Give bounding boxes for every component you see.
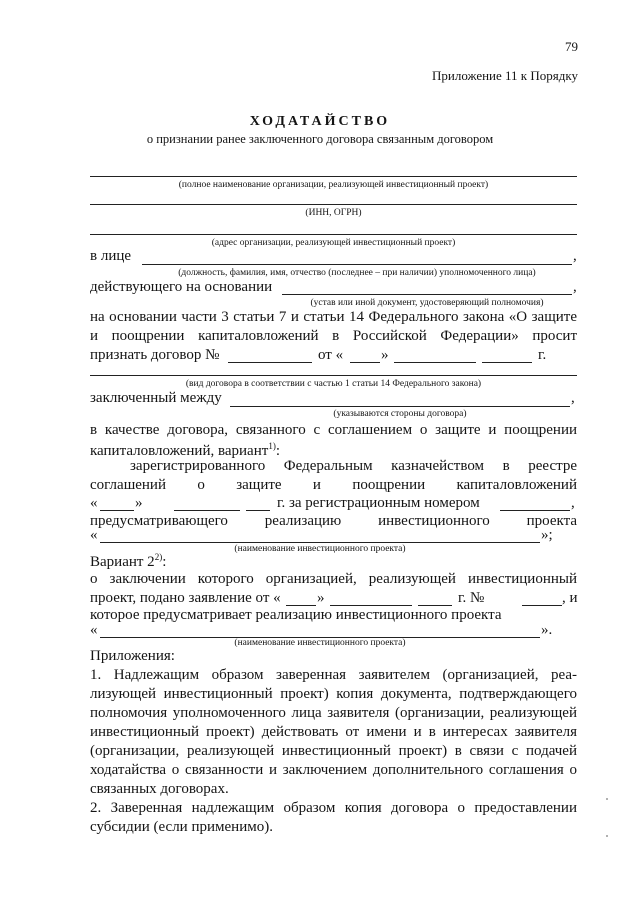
document-title: ХОДАТАЙСТВО <box>249 114 391 129</box>
attachment-1-line: инвестиционный проект) действовать от имени и в интересах заявителя <box>90 724 577 740</box>
org-name-caption: (полное наименование организации, реализующей инвестиционный проект) <box>178 180 489 190</box>
variant1-text-4: предусматривающего реализацию инвестиционного проекта <box>90 513 577 529</box>
variant2-project-caption: (наименование инвестиционного проекта) <box>234 638 406 648</box>
attachment-1-line: полномочия уполномоченного лица заявителя (организации, реализующей <box>90 705 577 721</box>
application-number-label: г. № <box>458 590 485 606</box>
contract-date-from: от « <box>318 347 344 363</box>
attachment-1-line: (организации, реализующей инвестиционный проект) в связи с подачей <box>90 743 577 759</box>
application-month-line[interactable] <box>330 605 412 606</box>
variant1-project-quote-open: « <box>90 527 98 543</box>
variant2-heading-text: Вариант 2 <box>90 554 155 570</box>
application-date-label: проект, подано заявление от « <box>90 590 281 606</box>
inn-ogrn-line[interactable] <box>90 204 577 205</box>
contract-type-line[interactable] <box>90 375 577 376</box>
acting-basis-comma: , <box>573 279 577 295</box>
attachments-heading: Приложения: <box>90 648 175 664</box>
attachment-1-line: связанных договорах. <box>90 781 229 797</box>
quality-text-1: в качестве договора, связанного с соглашением о защите и поощрении <box>90 422 577 438</box>
variant1-project-line[interactable] <box>100 542 540 543</box>
appendix-reference: Приложение 11 к Порядку <box>432 68 578 83</box>
in-person-label: в лице <box>90 248 132 264</box>
variant1-text-1: зарегистрированного Федеральным казначейством в реестре <box>130 458 577 474</box>
variant1-line-1 <box>130 458 577 475</box>
registration-year-line[interactable] <box>246 510 270 511</box>
attachment-1-line: 1. Надлежащим образом заверенная заявителем (организацией, реа- <box>90 667 577 683</box>
variant1-project-caption: (наименование инвестиционного проекта) <box>234 544 406 554</box>
application-day-line[interactable] <box>286 605 316 606</box>
legal-basis-line-2 <box>90 328 577 345</box>
contract-date-quote: » <box>381 347 389 363</box>
legal-basis-line-1 <box>90 309 577 326</box>
variant1-line-2 <box>90 477 577 494</box>
application-and: , и <box>562 590 578 606</box>
variant2-text-1: о заключении которого организацией, реализующей инвестиционный <box>90 571 577 587</box>
variant1-line-4 <box>90 513 577 530</box>
concluded-comma: , <box>571 390 575 406</box>
address-line[interactable] <box>90 234 577 235</box>
parties-caption: (указываются стороны договора) <box>333 409 467 419</box>
footnote-1-mark: 1) <box>268 441 276 451</box>
attachment-2-line: субсидии (если применимо). <box>90 819 273 835</box>
application-number-line[interactable] <box>522 605 562 606</box>
variant1-project-quote-close: »; <box>541 527 553 543</box>
variant1-text-2: соглашений о защите и поощрении капиталовложений <box>90 477 577 493</box>
variant2-project-quote-open: « <box>90 622 98 638</box>
contract-day-line[interactable] <box>350 362 380 363</box>
variant1-quote-open: « <box>90 495 98 511</box>
person-line[interactable] <box>142 264 572 265</box>
application-year-line[interactable] <box>418 605 452 606</box>
variant2-line-1 <box>90 571 577 588</box>
registration-comma: , <box>571 495 575 511</box>
application-date-quote: » <box>317 590 325 606</box>
concluded-between-label: заключенный между <box>90 390 222 406</box>
registration-number-line[interactable] <box>500 510 570 511</box>
scan-speck <box>606 798 608 800</box>
inn-ogrn-caption: (ИНН, ОГРН) <box>305 208 362 218</box>
registration-number-label: г. за регистрационным номером <box>277 495 480 511</box>
document-subtitle: о признании ранее заключенного договора связанным договором <box>146 132 494 146</box>
acting-basis-label: действующего на основании <box>90 279 273 295</box>
variant2-project-quote-close: ». <box>541 622 553 638</box>
attachment-2-line: 2. Заверенная надлежащим образом копия договора о предоставлении <box>90 800 577 816</box>
variant2-heading <box>90 552 166 571</box>
attachment-1-line: ходатайства о связанности и заключением дополнительного соглашения о <box>90 762 577 778</box>
quality-colon: : <box>275 443 280 459</box>
scan-speck <box>606 835 608 837</box>
org-name-line[interactable] <box>90 176 577 177</box>
in-person-comma: , <box>573 248 577 264</box>
page-number: 79 <box>565 39 578 54</box>
quality-line-1 <box>90 422 577 439</box>
legal-basis-text-1: на основании части 3 статьи 7 и статьи 14 Федерального закона «О защите <box>90 309 577 325</box>
quality-text-2: капиталовложений, вариант <box>90 443 269 459</box>
attachment-1-line: лизующей инвестиционный проект) копия документа, подтверждающего <box>90 686 577 702</box>
contract-type-caption: (вид договора в соответствии с частью 1 статьи 14 Федерального закона) <box>185 379 482 389</box>
address-caption: (адрес организации, реализующей инвестиционный проект) <box>211 238 456 248</box>
variant2-line-3: которое предусматривает реализацию инвестиционного проекта <box>90 607 502 623</box>
variant1-quote-close: » <box>135 495 143 511</box>
contract-number-line[interactable] <box>228 362 312 363</box>
attachment-2 <box>90 799 577 837</box>
contract-number-label: признать договор № <box>90 347 220 363</box>
contract-month-line[interactable] <box>394 362 476 363</box>
registration-month-line[interactable] <box>174 510 240 511</box>
legal-basis-text-2: и поощрении капиталовложений в Российской Федерации» просит <box>90 328 577 344</box>
basis-document-caption: (устав или иной документ, удостоверяющий полномочия) <box>310 298 544 308</box>
attachment-1 <box>90 666 577 799</box>
parties-line[interactable] <box>230 406 570 407</box>
registration-day-line[interactable] <box>100 510 134 511</box>
contract-year-suffix: г. <box>538 347 547 363</box>
footnote-2-mark: 2) <box>154 552 163 562</box>
contract-year-line[interactable] <box>482 362 532 363</box>
person-caption: (должность, фамилия, имя, отчество (последнее – при наличии) уполномоченного лица) <box>178 268 536 278</box>
basis-document-line[interactable] <box>282 294 572 295</box>
variant2-colon: : <box>162 554 167 570</box>
